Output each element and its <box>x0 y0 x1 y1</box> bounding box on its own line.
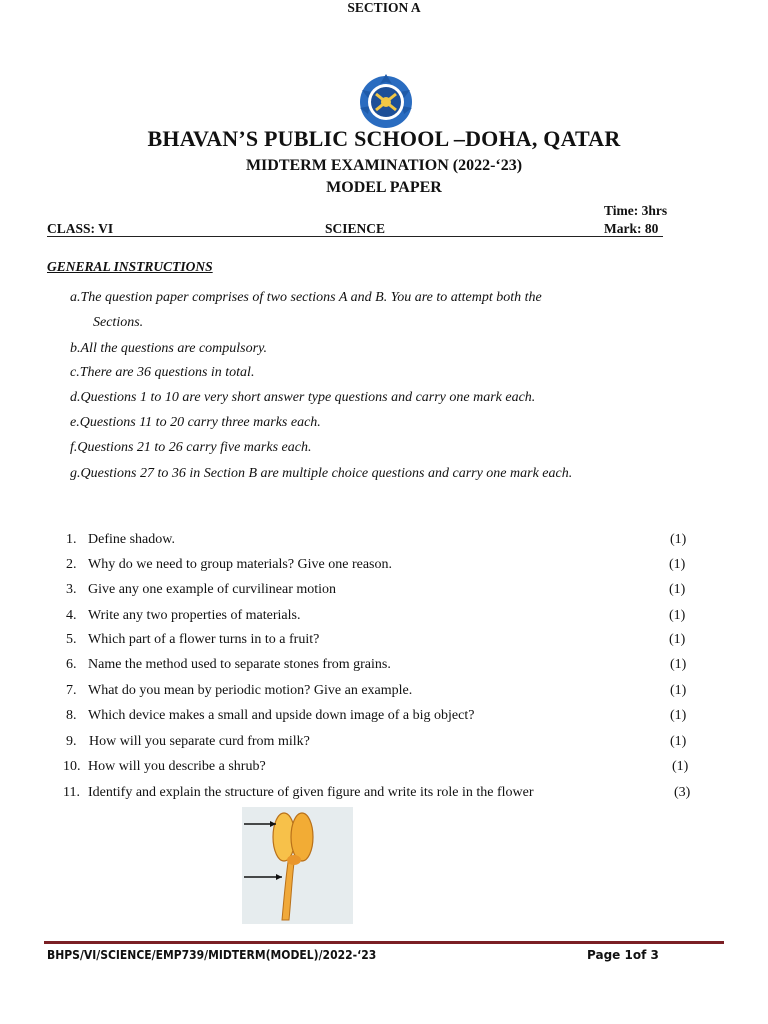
section-a-title: SECTION A <box>347 0 421 15</box>
question-number: 3. <box>66 582 77 597</box>
school-name: BHAVAN’S PUBLIC SCHOOL –DOHA, QATAR <box>147 126 621 151</box>
question-number: 10. <box>63 759 81 774</box>
mark-label: Mark: 80 <box>604 221 659 236</box>
question-number: 6. <box>66 657 77 672</box>
question-marks: (1) <box>670 708 687 723</box>
question-marks: (1) <box>670 734 687 749</box>
question-text: How will you separate curd from milk? <box>89 734 310 749</box>
header-divider <box>47 236 663 237</box>
question-text: Define shadow. <box>88 532 175 547</box>
instruction-item: a.The question paper comprises of two sections A and B. You are to attempt both the <box>70 290 542 305</box>
instruction-item: d.Questions 1 to 10 are very short answer type questions and carry one mark each. <box>70 390 536 405</box>
exam-title: MIDTERM EXAMINATION (2022-‘23) <box>245 157 523 174</box>
question-marks: (1) <box>672 759 689 774</box>
footer-document-code: BHPS/VI/SCIENCE/EMP739/MIDTERM(MODEL)/2022-‘23 <box>47 948 377 962</box>
question-text: Identify and explain the structure of given figure and write its role in the flower <box>88 785 534 800</box>
question-marks: (1) <box>669 557 686 572</box>
question-marks: (1) <box>670 683 687 698</box>
question-number: 2. <box>66 557 77 572</box>
question-text: How will you describe a shrub? <box>88 759 266 774</box>
footer-page-number: Page 1of 3 <box>587 948 659 962</box>
class-label: CLASS: VI <box>47 221 114 236</box>
instruction-item: Sections. <box>93 315 144 330</box>
paper-title: MODEL PAPER <box>326 179 442 196</box>
question-text: Which device makes a small and upside down image of a big object? <box>88 708 475 723</box>
question-marks: (1) <box>670 532 687 547</box>
question-text: Name the method used to separate stones from grains. <box>88 657 391 672</box>
question-marks: (1) <box>669 632 686 647</box>
question-marks: (1) <box>669 582 686 597</box>
question-text: Write any two properties of materials. <box>88 608 301 623</box>
question-text: Why do we need to group materials? Give one reason. <box>88 557 393 572</box>
question-text: Give any one example of curvilinear motion <box>88 582 337 597</box>
question-marks: (1) <box>670 657 687 672</box>
instruction-item: f.Questions 21 to 26 carry five marks each. <box>70 440 312 455</box>
question-number: 7. <box>66 683 77 698</box>
general-instructions-heading: GENERAL INSTRUCTIONS <box>47 259 213 274</box>
subject-label: SCIENCE <box>325 221 386 236</box>
question-number: 4. <box>66 608 77 623</box>
question-marks: (3) <box>674 785 691 800</box>
question-number: 8. <box>66 708 77 723</box>
question-number: 1. <box>66 532 77 547</box>
stamen-figure-icon <box>242 807 353 924</box>
instruction-item: c.There are 36 questions in total. <box>70 365 255 380</box>
school-crest-icon <box>354 72 418 130</box>
instruction-item: e.Questions 11 to 20 carry three marks each. <box>70 415 321 430</box>
question-number: 9. <box>66 734 77 749</box>
time-label: Time: 3hrs <box>604 203 668 218</box>
question-text: What do you mean by periodic motion? Give an example. <box>88 683 413 698</box>
footer-divider <box>44 941 724 944</box>
instruction-item: b.All the questions are compulsory. <box>70 341 268 356</box>
question-marks: (1) <box>669 608 686 623</box>
question-text: Which part of a flower turns in to a fruit? <box>88 632 320 647</box>
instruction-item: g.Questions 27 to 36 in Section B are multiple choice questions and carry one mark each. <box>70 466 573 481</box>
stamen-figure <box>242 807 353 924</box>
question-number: 5. <box>66 632 77 647</box>
question-number: 11. <box>63 785 80 800</box>
